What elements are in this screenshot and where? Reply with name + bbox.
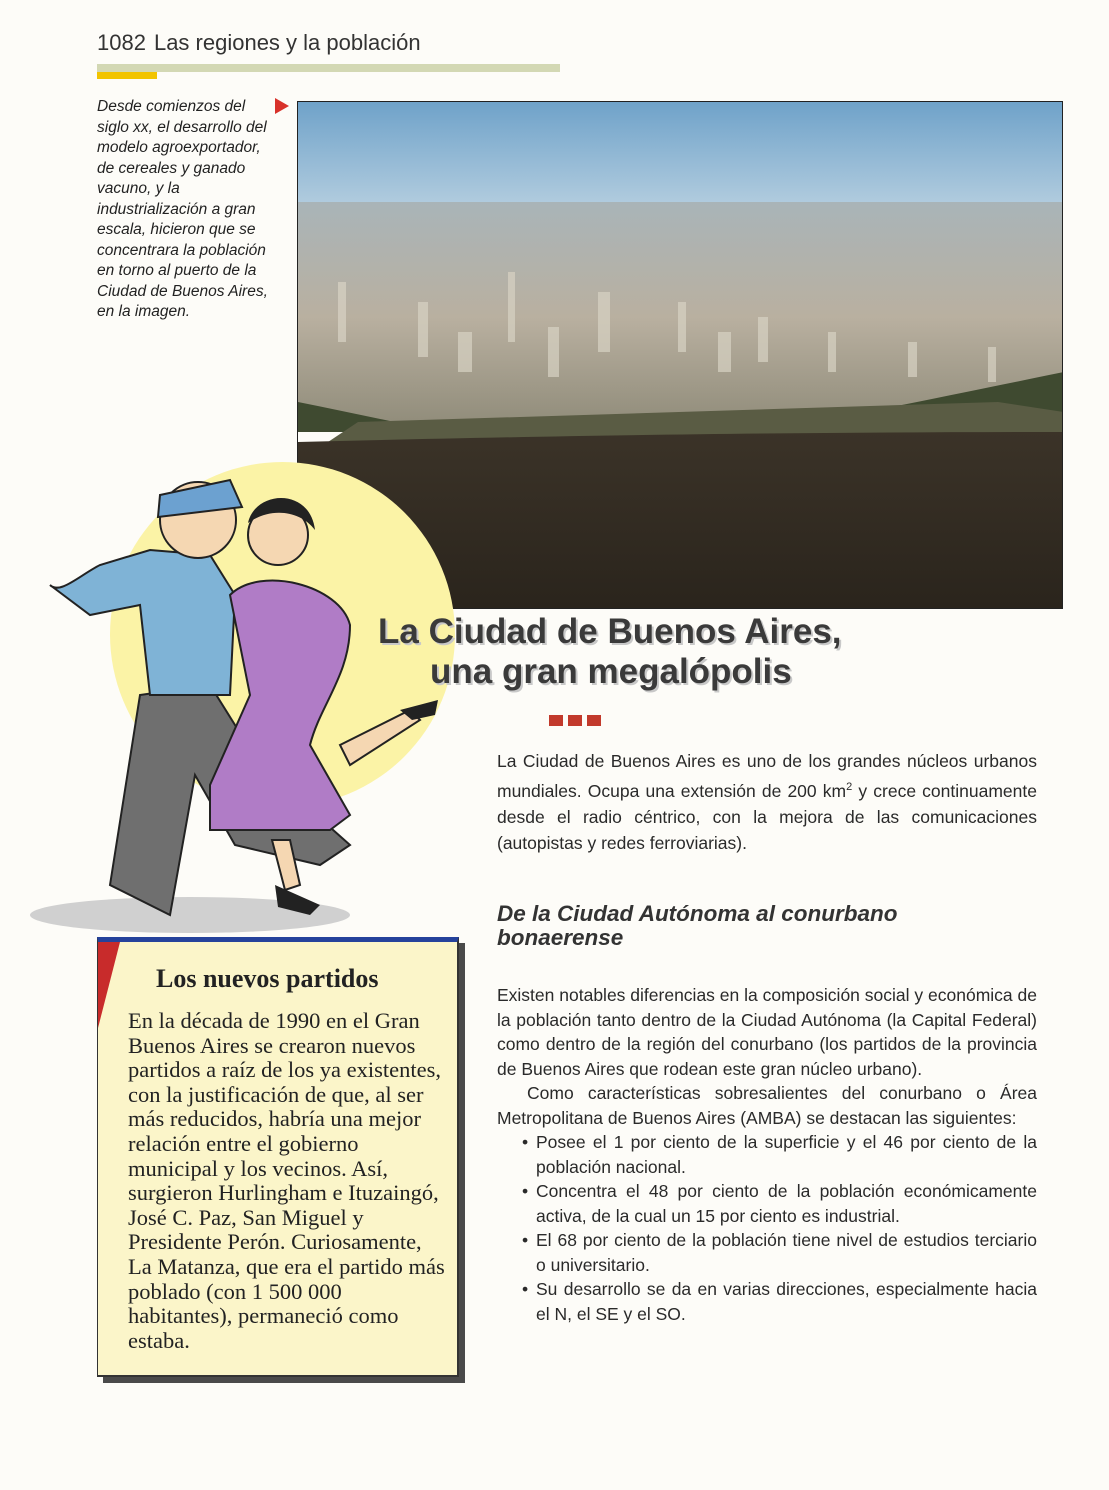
- intro-text-b: y crece continuamente desde el radio céntrico, con la mejora de las comunicaciones (autopistas y redes ferroviarias).: [497, 780, 1037, 853]
- body-paragraph-1: Existen notables diferencias en la composición social y económica de la población tanto dentro de la Ciudad Autónoma (la Capital Federal) como dentro de la región del conurbano (los partidos de la provincia de Buenos Aires que rodean este gran núcleo urbano).: [497, 985, 1037, 1079]
- section-title: Las regiones y la población: [153, 30, 421, 55]
- section-subheading: De la Ciudad Autónoma al conurbano bonaerense: [497, 901, 898, 950]
- list-item: • Su desarrollo se da en varias direcciones, especialmente hacia el N, el SE y el SO.: [534, 1277, 1037, 1326]
- tango-dancers-illustration: [20, 445, 460, 945]
- section-body: [497, 983, 1037, 1326]
- box-text: En la década de 1990 en el Gran Buenos Aires se crearon nuevos partidos a raíz de los ya existentes, con la justificación de que, al ser más reducidos, habría una mejor relación entre el gobierno municipal y los vecinos. Así, surgieron Hurlingham e Ituzaingó, José C. Paz, San Miguel y Presidente Perón. Curiosamente, La Matanza, que era el partido más poblado (con 1 500 000 habitantes), permaneció como estaba.: [128, 1008, 445, 1353]
- header-rule: [97, 64, 560, 72]
- running-header: [97, 30, 421, 56]
- list-item: • El 68 por ciento de la población tiene nivel de estudios terciario o universitario.: [534, 1228, 1037, 1277]
- box-title: Los nuevos partidos: [156, 964, 379, 993]
- caption-arrow-icon: [275, 98, 289, 114]
- title-ornament: [549, 713, 606, 731]
- intro-paragraph: [497, 748, 1037, 856]
- box-corner-triangle: [98, 942, 120, 1028]
- intro-text-a: La Ciudad de Buenos Aires es uno de los grandes núcleos urbanos mundiales. Ocupa una extensión de 200 km: [497, 751, 1037, 801]
- photo-caption: Desde comienzos del siglo xx, el desarrollo del modelo agroexportador, de cereales y ganado vacuno, y la industrialización a gran escala, hicieron que se concentrara la población en torno al puerto de la Ciudad de Buenos Aires, en la imagen.: [97, 98, 268, 320]
- page-number: 1082: [97, 30, 146, 55]
- title-line-1: La Ciudad de Buenos Aires,: [378, 612, 842, 651]
- body-paragraph-2: Como características sobresalientes del conurbano o Área Metropolitana de Buenos Aires (AMBA) se destacan las siguientes:: [497, 1083, 1037, 1128]
- list-item: • Posee el 1 por ciento de la superficie y el 46 por ciento de la población nacional.: [534, 1130, 1037, 1179]
- feature-list: [497, 1130, 1037, 1326]
- intro-superscript: 2: [846, 781, 853, 793]
- page-title: [378, 612, 938, 692]
- list-item: • Concentra el 48 por ciento de la población económicamente activa, de la cual un 15 por ciento es industrial.: [534, 1179, 1037, 1228]
- title-line-2: una gran megalópolis: [430, 652, 792, 691]
- sidebar-box: [97, 937, 459, 1377]
- header-accent-mark: [97, 72, 157, 79]
